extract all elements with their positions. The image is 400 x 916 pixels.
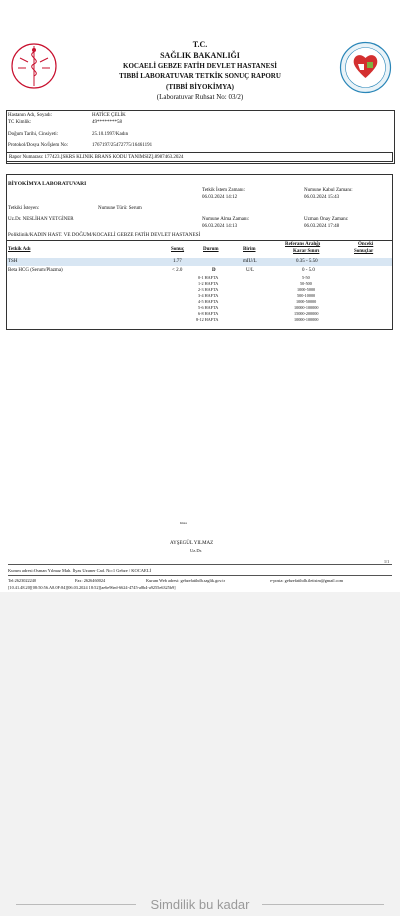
header-hospital: KOCAELİ GEBZE FATİH DEVLET HASTANESİ (123, 62, 277, 70)
th-durum: Durum (203, 247, 219, 252)
hcg-ref-range: 1000-5000 (297, 287, 316, 292)
row-tsh-unit: mIU/L (243, 259, 257, 264)
hospital-logo (338, 40, 393, 95)
hcg-ref-week: 6-8 HAFTA (198, 311, 219, 316)
requesting-doctor: Uz.Dr. NESLİHAN YETGİNER (8, 217, 74, 222)
patient-dob-value: 25.10.1997/Kadın (92, 132, 129, 137)
kabul-value: 06.03.2024 15:43 (304, 195, 340, 200)
hcg-ref-range: 10000-100000 (294, 305, 319, 310)
report-number: Rapor Numarası: 177423.[SKRS KLINIK BRANS KODU TANIMSIZ].8987463.2024 (6, 152, 393, 162)
divider (6, 240, 393, 241)
ministry-of-health-logo (8, 40, 60, 92)
row-tsh-result: 1.77 (173, 259, 182, 264)
hcg-ref-week: 1-2 HAFTA (198, 281, 219, 286)
th-onceki1: Önceki (358, 242, 374, 247)
hcg-ref-range: 10000-100000 (294, 317, 319, 322)
patient-protocol-value: 1767197/25472775/16461191 (92, 143, 153, 148)
hcg-ref-range: 50-500 (300, 281, 312, 286)
bottom-caption: Simdilik bu kadar (147, 897, 254, 912)
header-ministry: SAĞLIK BAKANLIĞI (160, 51, 240, 60)
onay-label: Uzman Onay Zamanı: (304, 217, 349, 222)
onay-value: 06.03.2024 17:48 (304, 224, 340, 229)
th-ref1: Referans Aralığı (285, 242, 321, 247)
signature-title: Uz.Dr. (190, 548, 202, 553)
row-tsh-ref: 0.35 - 5.50 (296, 259, 318, 264)
signature-stamp: Imza (180, 521, 187, 525)
signature-name: AYŞEGÜL YILMAZ (170, 541, 214, 546)
hcg-ref-range: 15000-200000 (294, 311, 319, 316)
footer-email: e-posta: gebzefatihdh.iletisim@gmail.com (270, 578, 344, 583)
lab-title: BİYOKİMYA LABORATUVARI (8, 181, 87, 187)
bottom-divider-right (262, 904, 384, 905)
alma-value: 06.03.2024 14:13 (202, 224, 238, 229)
row-hcg-result: < 2.0 (172, 268, 183, 273)
patient-tc-value: 49********58 (92, 120, 122, 125)
table-row-tsh (7, 258, 392, 266)
header-license: (Laboratuvar Ruhsat No: 03/2) (156, 93, 244, 101)
patient-tc-label: TC Kimlik: (8, 120, 32, 125)
row-hcg-status: D (212, 268, 216, 273)
th-tetkik: Tetkik Adı (8, 247, 31, 252)
bottom-bar (0, 892, 400, 916)
th-birim: Birim (243, 247, 256, 252)
th-sonuc: Sonuç (171, 247, 185, 252)
hcg-ref-week: 4-5 HAFTA (198, 299, 219, 304)
patient-dob-label: Doğum Tarihi, Cinsiyeti: (8, 132, 58, 137)
th-ref2: Karar Sınırı (293, 249, 320, 254)
isteyen-label: Tetkiki İsteyen: (8, 206, 40, 211)
hcg-ref-range: 1000-50000 (296, 299, 317, 304)
footer-fax: Fax: 2626460024 (75, 578, 106, 583)
istem-value: 06.03.2024 14:12 (202, 195, 238, 200)
header-subtitle: (TIBBİ BİYOKİMYA) (165, 83, 234, 91)
row-hcg-name: Beta HCG (Serum/Plazma) (8, 268, 63, 273)
kabul-label: Numune Kabul Zamanı: (304, 188, 353, 193)
alma-label: Numune Alma Zamanı: (202, 217, 250, 222)
empty-area (0, 592, 400, 916)
footer-trace: [10.41.48.20][08:50:56.A8.0F:84][06.03.2024 18:52][ae6e96ed-6624-4745-a8b4-a9255e6325b9] (8, 585, 176, 590)
footer-divider (8, 575, 392, 576)
row-hcg-unit: U/L (246, 268, 255, 273)
patient-protocol-label: Protokol/Dosya No/İşlem No: (8, 143, 68, 148)
poliklinik: Poliklinik/KADIN HAST. VE DOĞUM/KOCAELİ GEBZE FATİH DEVLET HASTANESİ (8, 232, 201, 238)
row-hcg-ref: 0 - 5.0 (302, 268, 315, 273)
istem-label: Tetkik İstem Zamanı: (202, 188, 245, 193)
hcg-ref-week: 2-3 HAFTA (198, 287, 219, 292)
footer-web: Kurum Web adresi: gebzefatihdh.saglik.gov.tr (146, 578, 226, 583)
patient-name-label: Hastanın Adı, Soyadı: (8, 113, 53, 118)
patient-name-value: HATİCE ÇELİK (92, 113, 126, 118)
footer-address: Kurum adresi:Osman Yılmaz Mah. İlyas Uzuner Cad. No:1 Gebze / KOCAELİ (8, 568, 152, 573)
footer-tel: Tel:2623022240 (8, 578, 37, 583)
header-tc: T.C. (192, 40, 208, 49)
hcg-ref-week: 5-6 HAFTA (198, 305, 219, 310)
hcg-ref-range: 500-10000 (297, 293, 316, 298)
header-report-title: TIBBİ LABORATUVAR TETKİK SONUÇ RAPORU (119, 72, 281, 80)
hcg-ref-week: 0-1 HAFTA (198, 275, 219, 280)
th-onceki2: Sonuçlar (354, 249, 374, 254)
row-tsh-name: TSH (8, 259, 18, 264)
footer-divider (8, 564, 392, 565)
page-number: 1/1 (384, 559, 390, 564)
hcg-ref-week: 3-4 HAFTA (198, 293, 219, 298)
hcg-ref-range: 5-50 (302, 275, 310, 280)
numune-turu: Numune Türü: Serum (98, 206, 142, 211)
bottom-divider-left (16, 904, 136, 905)
hcg-ref-week: 8-12 HAFTA (196, 317, 219, 322)
